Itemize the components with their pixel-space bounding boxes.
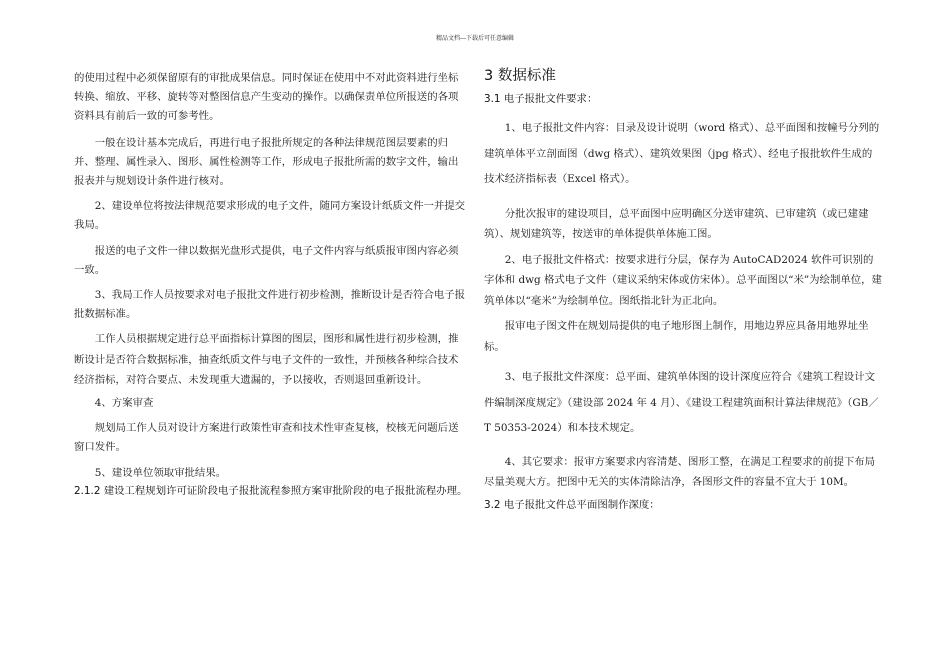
paragraph-other-requirements: 4、其它要求：报审方案要求内容清楚、图形工整，在满足工程要求的前提下布局尽量美观大方。把图中无关的实体清除洁净，各图形文件的容量不宜大于 10M。 xyxy=(484,455,876,488)
paragraph-file-depth: 3、电子报批文件深度：总平面、建筑单体图的设计深度应符合《建筑工程设计文件编制深度规定》（建设部 2024 年 4 月）、《建设工程建筑面积计算法律规范》（GB／T 50353-2024）和本技术规定。 xyxy=(484,371,879,434)
page-header: 精品文档---下载后可任意编辑 xyxy=(435,35,515,42)
subsection-heading-3-2: 3.2 电子报批文件总平面图制作深度： xyxy=(484,498,660,511)
paragraph-continuation: 的使用过程中必须保留原有的审批成果信息。同时保证在使用中不对此资料进行坐标转换、缩放、平移、旋转等对整图信息产生变动的操作。以确保责单位所报送的各项资料具有前后一致的可参考性。 xyxy=(74,72,459,122)
subsection-heading-3-1: 3.1 电子报批文件要求： xyxy=(484,93,598,105)
paragraph-step-5: 5、建设单位领取审批结果。 xyxy=(94,466,227,479)
paragraph-design-completion: 一般在设计基本完成后，再进行电子报批所规定的各种法律规范图层要素的归并、整理、属性录入、图形、属性检测等工作，形成电子报批所需的数字文件，输出报表并与规划设计条件进行核对。 xyxy=(74,137,459,187)
section-title: 3 数据标准 xyxy=(484,68,556,84)
paragraph-disc-submission: 报送的电子文件一律以数据光盘形式提供，电子文件内容与纸质报审图内容必须一致。 xyxy=(74,245,459,276)
paragraph-step-4: 4、方案审查 xyxy=(94,396,154,409)
subsection-heading-2-1-2: 2.1.2 建设工程规划许可证阶段电子报批流程参照方案审批阶段的电子报批流程办理。 xyxy=(74,484,468,497)
paragraph-review: 规划局工作人员对设计方案进行政策性审查和技术性审查复核，校核无问题后送窗口发件。 xyxy=(74,421,459,453)
paragraph-preliminary-check: 工作人员根据规定进行总平面指标计算图的图层，图形和属性进行初步检测，推断设计是否符合数据标准，抽查纸质文件与电子文件的一致性，并预核各种综合技术经济指标，对符合要点、未发现重大遗漏的，予以接收，否则退回重新设计。 xyxy=(74,333,459,386)
paragraph-step-3: 3、我局工作人员按要求对电子报批文件进行初步检测，推断设计是否符合电子报批数据标准。 xyxy=(74,289,466,320)
left-column xyxy=(74,69,468,500)
paragraph-step-2: 2、建设单位将按法律规范要求形成的电子文件，随同方案设计纸质文件一并提交我局。 xyxy=(74,200,466,231)
paragraph-batch-projects: 分批次报审的建设项目，总平面图中应明确区分送审建筑、已审建筑（或已建建筑）、规划建筑等，按送审的单体提供单体施工图。 xyxy=(484,207,869,240)
paragraph-topographic-map: 报审电子图文件在规划局提供的电子地形图上制作，用地边界应具备用地界址坐标。 xyxy=(484,320,869,353)
paragraph-file-format: 2、电子报批文件格式：按要求进行分层，保存为 AutoCAD2024 软件可识别的字体和 dwg 格式电子文件（建议采纳宋体或仿宋体）。总平面图以“米”为绘制单位，建筑单体以“毫米”为绘制单位。图纸指北针为正北向。 xyxy=(484,253,882,307)
right-column xyxy=(484,66,882,514)
paragraph-file-content: 1、电子报批文件内容：目录及设计说明（word 格式）、总平面图和按幢号分列的建筑单体平立剖面图（dwg 格式）、建筑效果图（jpg 格式）、经电子报批软件生成的技术经济指标表（Excel 格式）。 xyxy=(484,122,880,185)
